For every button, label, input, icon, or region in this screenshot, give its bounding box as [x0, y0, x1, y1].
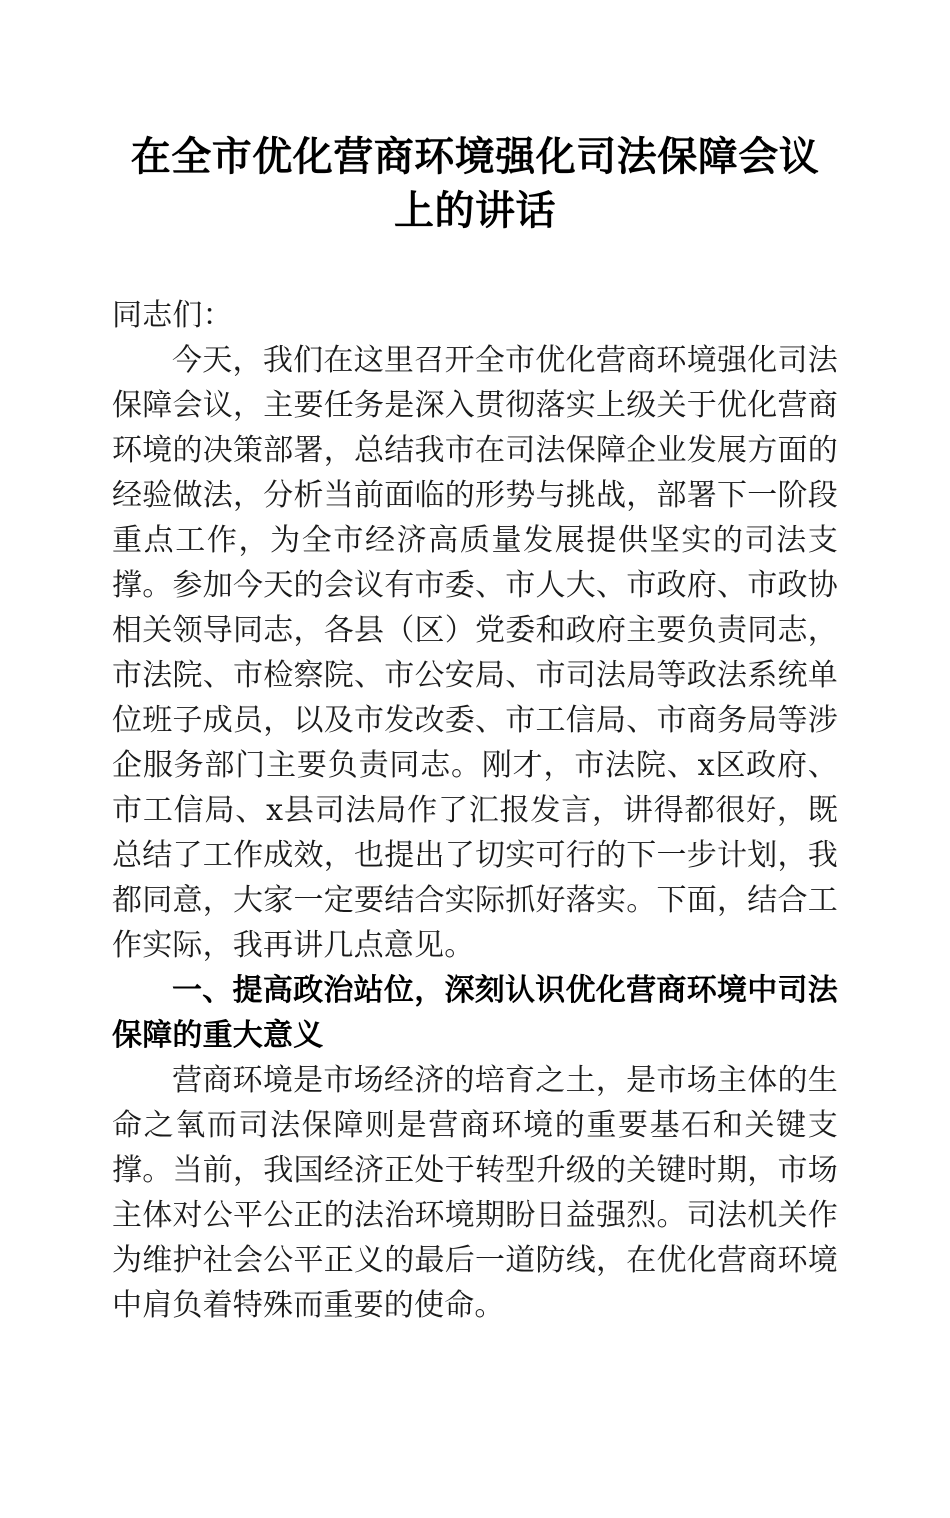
section-heading-1: 一、提高政治站位，深刻认识优化营商环境中司法保障的重大意义 — [112, 974, 838, 1052]
body-paragraph-1: 今天，我们在这里召开全市优化营商环境强化司法保障会议，主要任务是深入贯彻落实上级关于优化营商环境的决策部署，总结我市在司法保障企业发展方面的经验做法，分析当前面临的形势与挑战，部署下一阶段重点工作，为全市经济高质量发展提供坚实的司法支撑。参加今天的会议有市委、市人大、市政府、市政协相关领导同志，各县（区）党委和政府主要负责同志，市法院、市检察院、市公安局、市司法局等政法系统单位班子成员，以及市发改委、市工信局、市商务局等涉企服务部门主要负责同志。刚才，市法院、x区政府、市工信局、x县司法局作了汇报发言，讲得都很好，既总结了工作成效，也提出了切实可行的下一步计划，我都同意，大家一定要结合实际抓好落实。下面，结合工作实际，我再讲几点意见。 — [112, 343, 838, 963]
page-title: 在全市优化营商环境强化司法保障会议上的讲话 — [130, 134, 820, 233]
body-paragraph-2: 营商环境是市场经济的培育之土，是市场主体的生命之氧而司法保障则是营商环境的重要基石和关键支撑。当前，我国经济正处于转型升级的关键时期，市场主体对公平公正的法治环境期盼日益强烈。司法机关作为维护社会公平正义的最后一道防线，在优化营商环境中肩负着特殊而重要的使命。 — [112, 1063, 838, 1323]
page-bottom-spacer — [112, 1328, 838, 1518]
document-content — [112, 0, 838, 1518]
salutation: 同志们： — [112, 298, 233, 333]
